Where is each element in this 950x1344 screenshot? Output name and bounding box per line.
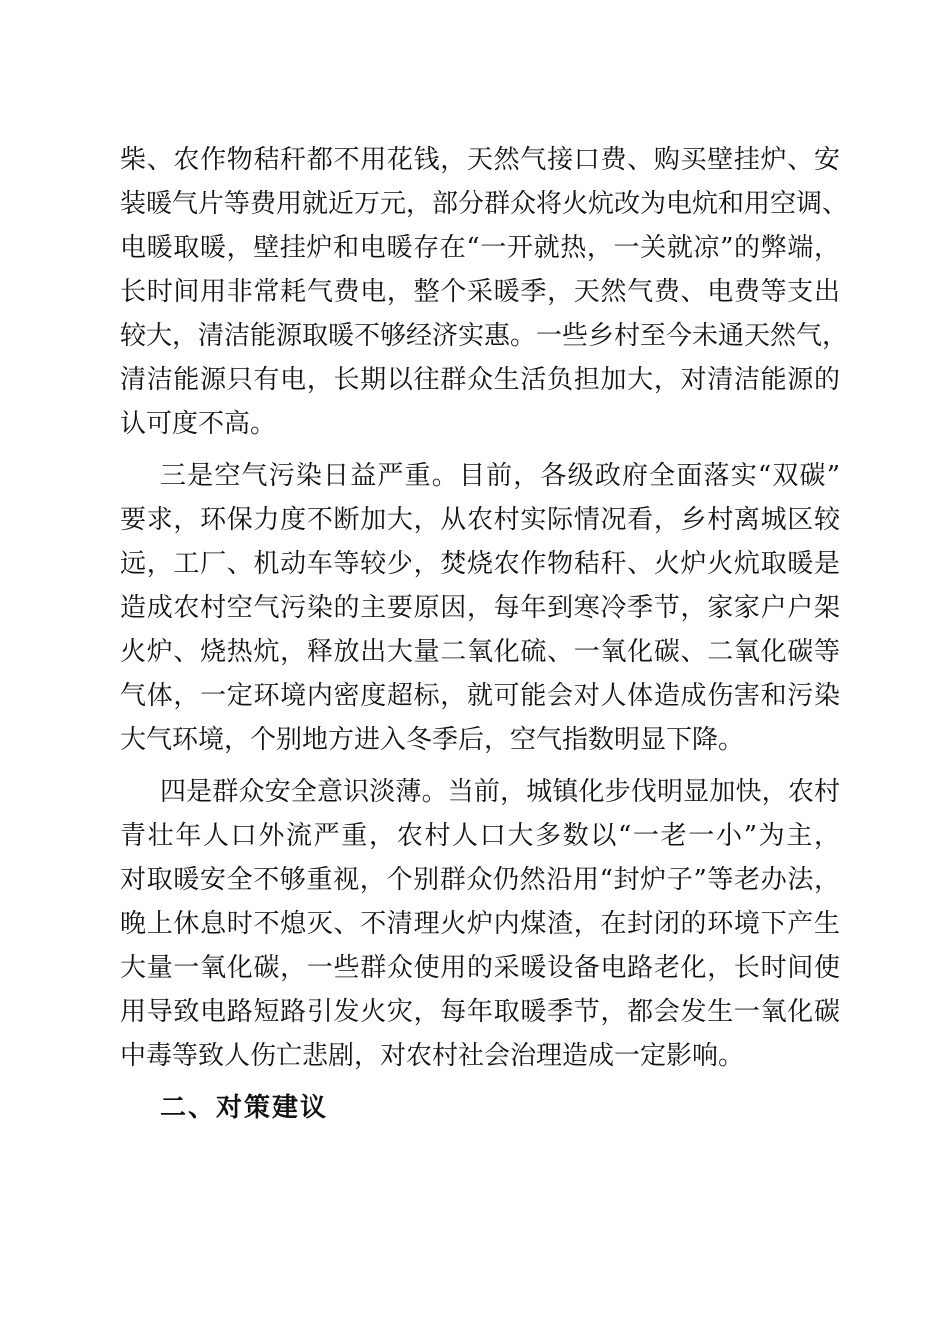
paragraph-1-line-2: 装暖气片等费用就近万元，部分群众将火炕改为电炕和用空调、 (120, 189, 849, 219)
paragraph-1-line-5: 较大，清洁能源取暖不够经济实惠。一些乡村至今未通天然气， (120, 321, 849, 351)
paragraph-2-line-4: 造成农村空气污染的主要原因，每年到寒冷季节，家家户户架 (120, 593, 840, 623)
paragraph-2-first-line-rest: 目前，各级政府全面落实“双碳” (458, 461, 840, 491)
paragraph-3-first-line-rest: 当前，城镇化步伐明显加快，农村 (447, 777, 840, 807)
paragraph-3-line-5: 大量一氧化碳，一些群众使用的采暖设备电路老化，长时间使 (120, 953, 840, 983)
paragraph-3-first-line (160, 770, 840, 814)
paragraph-1-line-4: 长时间用非常耗气费电，整个采暖季，天然气费、电费等支出 (120, 277, 840, 307)
paragraph-3-line-6: 用导致电路短路引发火灾，每年取暖季节，都会发生一氧化碳 (120, 997, 840, 1027)
paragraph-3-lead: 四是群众安全意识淡薄。 (160, 777, 448, 807)
paragraph-2-line-3: 远，工厂、机动车等较少，焚烧农作物秸秆、火炉火炕取暖是 (120, 549, 840, 579)
paragraph-2-first-line (160, 454, 840, 498)
paragraph-3-line-3: 对取暖安全不够重视，个别群众仍然沿用“封炉子”等老办法， (120, 865, 840, 895)
paragraph-2-line-5: 火炉、烧热炕，释放出大量二氧化硫、一氧化碳、二氧化碳等 (120, 637, 840, 667)
paragraph-2-line-7: 大气环境，个别地方进入冬季后，空气指数明显下降。 (120, 725, 745, 755)
section-heading: 二、对策建议 (160, 1093, 329, 1123)
paragraph-2-line-6: 气体，一定环境内密度超标，就可能会对人体造成伤害和污染 (120, 681, 840, 711)
paragraph-2-line-2: 要求，环保力度不断加大，从农村实际情况看，乡村离城区较 (120, 505, 840, 535)
paragraph-1-line-7: 认可度不高。 (120, 409, 277, 439)
paragraph-3-line-7: 中毒等致人伤亡悲剧，对农村社会治理造成一定影响。 (120, 1041, 745, 1071)
paragraph-1-line-1: 柴、农作物秸秆都不用花钱，天然气接口费、购买壁挂炉、安 (120, 145, 840, 175)
paragraph-3-line-4: 晚上休息时不熄灭、不清理火炉内煤渣，在封闭的环境下产生 (120, 909, 840, 939)
paragraph-1-line-3: 电暖取暖，壁挂炉和电暖存在“一开就热，一关就凉”的弊端， (120, 233, 840, 263)
paragraph-2-lead: 三是空气污染日益严重。 (160, 461, 459, 491)
paragraph-3-line-2: 青壮年人口外流严重，农村人口大多数以“一老一小”为主， (120, 821, 840, 851)
paragraph-1-line-6: 清洁能源只有电，长期以往群众生活负担加大，对清洁能源的 (120, 365, 840, 395)
